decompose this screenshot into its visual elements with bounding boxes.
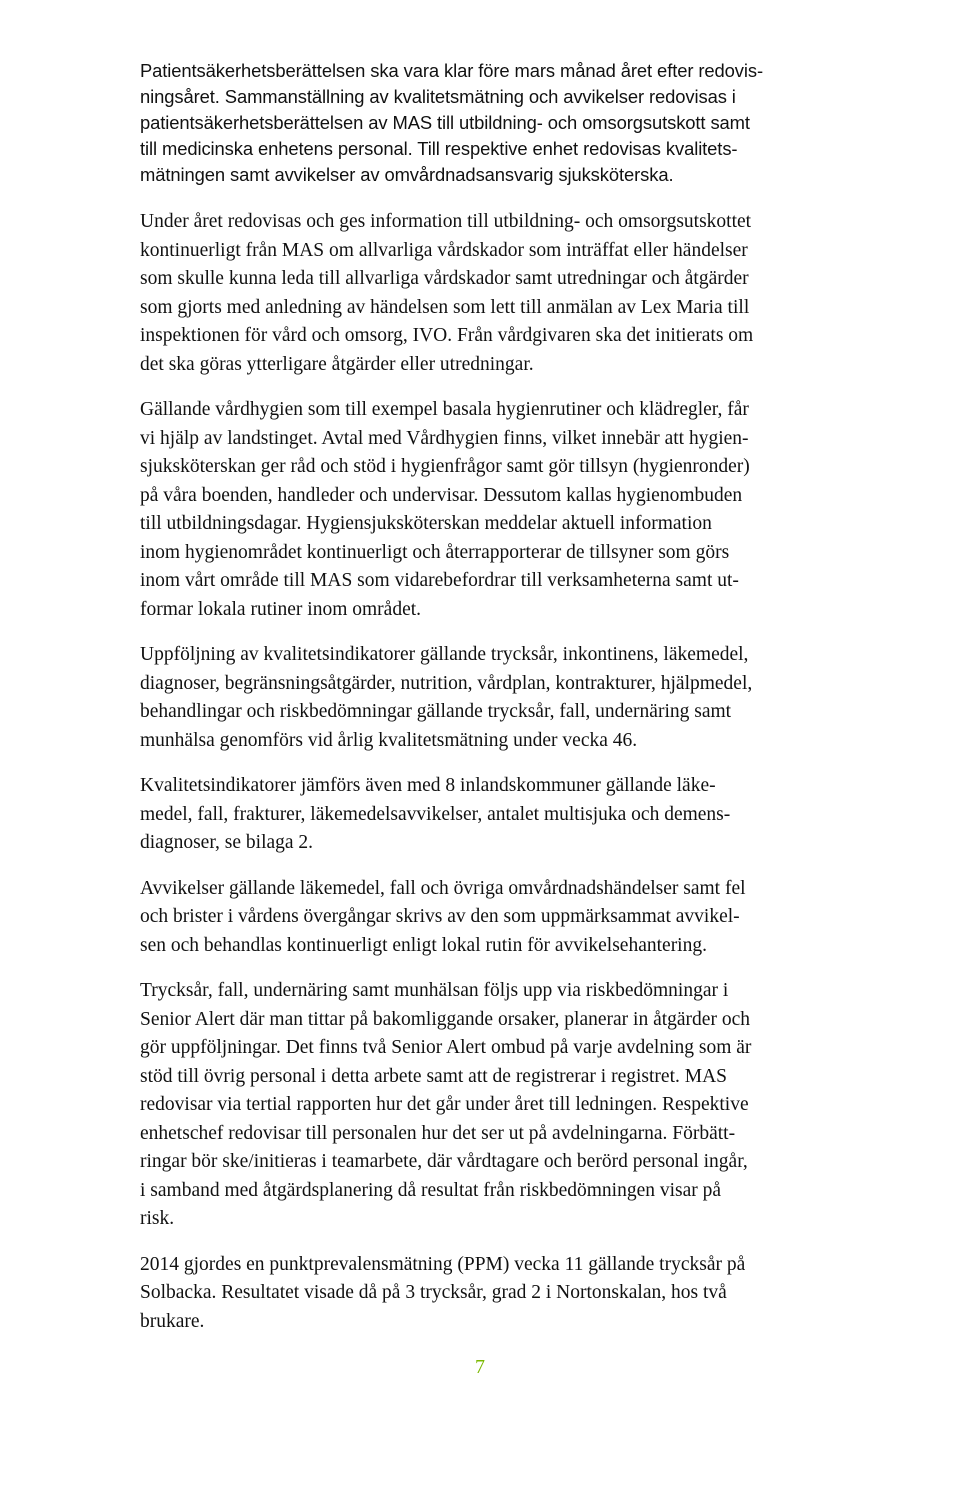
paragraph-senior-alert: Trycksår, fall, undernäring samt munhälsan följs upp via riskbedömningar i Senior Alert där man tittar på bakomliggande orsaker, planerar in åtgärder och gör uppföljningar. Det finns två Senior Alert ombud på varje avdelning som är stöd till övrig personal i detta arbete samt att de registrerar i registret. MAS redovisar via tertial rapporten hur det går under året till ledningen. Respektive enhetschef redovisar till personalen hur det ser ut på avdelningarna. Förbätt- ringar bör ske/initieras i teamarbete, där vårdtagare och berörd personal ingår, i samband med åtgärdsplanering då resultat från riskbedömningen visar på risk.	[140, 980, 752, 1229]
paragraph-ppm-2014: 2014 gjordes en punktprevalensmätning (PPM) vecka 11 gällande trycksår på Solbacka. Resultatet visade då på 3 trycksår, grad 2 i Nortonskalan, hos två brukare.	[140, 1253, 746, 1332]
paragraph-quality-indicators: Uppföljning av kvalitetsindikatorer gällande trycksår, inkontinens, läkemedel, diagnoser, begränsningsåtgärder, nutrition, vårdplan, kontrakturer, hjälpmedel, behandlingar och riskbedömningar gällande trycksår, fall, undernäring samt munhälsa genomförs vid årlig kvalitetsmätning under vecka 46.	[140, 644, 753, 751]
paragraph-comparison: Kvalitetsindikatorer jämförs även med 8 inlandskommuner gällande läke- medel, fall, frakturer, läkemedelsavvikelser, antalet multisjuka och demens- diagnoser, se bilaga 2.	[140, 775, 731, 853]
paragraph-deviations: Avvikelser gällande läkemedel, fall och övriga omvårdnadshändelser samt fel och brister i vårdens övergångar skrivs av den som uppmärksammat avvikel- sen och behandlas kontinuerligt enligt lokal rutin för avvikelsehantering.	[140, 877, 746, 956]
paragraph-hygiene: Gällande vårdhygien som till exempel basala hygienrutiner och klädregler, får vi hjälp av landstinget. Avtal med Vårdhygien finns, vilket innebär att hygien- sjuksköterskan ger råd och stöd i hygienfrågor samt gör tillsyn (hygienronder) på våra boenden, handleder och undervisar. Dessutom kallas hygienombuden till utbildningsdagar. Hygiensjuksköterskan meddelar aktuell information inom hygienområdet kontinuerligt och återrapporterar de tillsyner som görs inom vårt område till MAS som vidarebefordrar till verksamheterna samt ut- formar lokala rutiner inom området.	[140, 399, 750, 620]
paragraph-serious-incidents: Under året redovisas och ges information till utbildning- och omsorgsutskottet kontinuerligt från MAS om allvarliga vårdskador som inträffat eller händelser som skulle kunna leda till allvarliga vårdskador samt utredningar och åtgärder som gjorts med anledning av händelsen som lett till anmälan av Lex Maria till inspektionen för vård och omsorg, IVO. Från vårdgivaren ska det initierats om det ska göras ytterligare åtgärder eller utredningar.	[140, 211, 754, 375]
document-body	[140, 58, 830, 1336]
paragraph-report-deadline: Patientsäkerhetsberättelsen ska vara klar före mars månad året efter redovis- ningsåret. Sammanställning av kvalitetsmätning och avvikelser redovisas i patientsäkerhetsberättelsen av MAS till utbildning- och omsorgsutskott samt till medicinska enhetens personal. Till respektive enhet redovisas kvalitets- mätningen samt avvikelser av omvårdnadsansvarig sjuksköterska.	[140, 60, 763, 185]
page-number: 7	[475, 1356, 485, 1378]
